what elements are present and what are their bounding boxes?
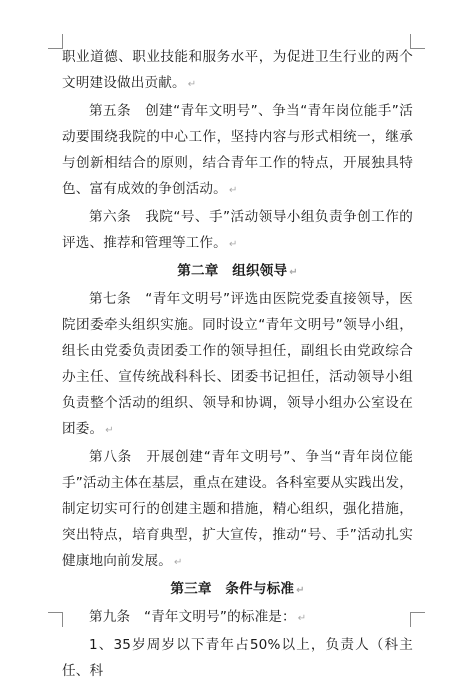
- crop-mark-bottom-left: [48, 612, 63, 627]
- paragraph-mark-icon: ↵: [296, 585, 305, 596]
- paragraph-mark-icon: ↵: [173, 557, 183, 568]
- body-paragraph: [62, 604, 413, 632]
- paragraph-text: 1、35岁周岁以下青年占50%以上，负责人（科主任、科: [62, 637, 413, 679]
- paragraph-text: 第六条 我院“号、手”活动领导小组负责争创工作的评选、推荐和管理等工作。: [62, 209, 413, 251]
- body-paragraph: [62, 632, 413, 684]
- paragraph-text: 职业道德、职业技能和服务水平，为促进卫生行业的两个文明建设做出贡献。: [62, 49, 413, 91]
- body-paragraph: [62, 98, 413, 204]
- body-paragraph: [62, 286, 413, 444]
- body-paragraph: [62, 44, 413, 98]
- paragraph-mark-icon: ↵: [297, 613, 307, 624]
- chapter-heading: [62, 258, 413, 286]
- paragraph-text: 第九条 “青年文明号”的标准是：: [89, 609, 296, 625]
- paragraph-text: 第三章 条件与标准: [170, 581, 295, 597]
- crop-mark-top-left: [48, 34, 63, 49]
- paragraph-text: 第八条 开展创建“青年文明号”、争当“青年岗位能手”活动主体在基层，重点在建设。各科室要从实践出发，制定切实可行的创建主题和措施，精心组织，强化措施，突出特点，培育典型，扩大宣传，推动“号、手”活动扎实健康地向前发展。: [62, 449, 413, 569]
- paragraph-text: 第二章 组织领导: [177, 263, 288, 279]
- chapter-heading: [62, 576, 413, 604]
- body-paragraph: [62, 204, 413, 258]
- paragraph-mark-icon: ↵: [228, 239, 238, 250]
- paragraph-text: 第五条 创建“青年文明号”、争当“青年岗位能手”活动要围绕我院的中心工作，坚持内容与形式相统一，继承与创新相结合的原则，结合青年工作的特点，开展独具特色、富有成效的争创活动。: [62, 103, 413, 197]
- document-body[interactable]: [62, 44, 413, 684]
- paragraph-mark-icon: ↵: [289, 267, 298, 278]
- paragraph-text: 第七条 “青年文明号”评选由医院党委直接领导，医院团委牵头组织实施。同时设立“青年文明号”领导小组，组长由党委负责团委工作的领导担任，副组长由党政综合办主任、宣传统战科科长、团委书记担任，活动领导小组负责整个活动的组织、领导和协调，领导小组办公室设在团委。: [62, 291, 413, 437]
- paragraph-mark-icon: ↵: [228, 185, 238, 196]
- paragraph-mark-icon: ↵: [105, 425, 114, 436]
- body-paragraph: [62, 444, 413, 576]
- paragraph-mark-icon: ↵: [187, 79, 197, 90]
